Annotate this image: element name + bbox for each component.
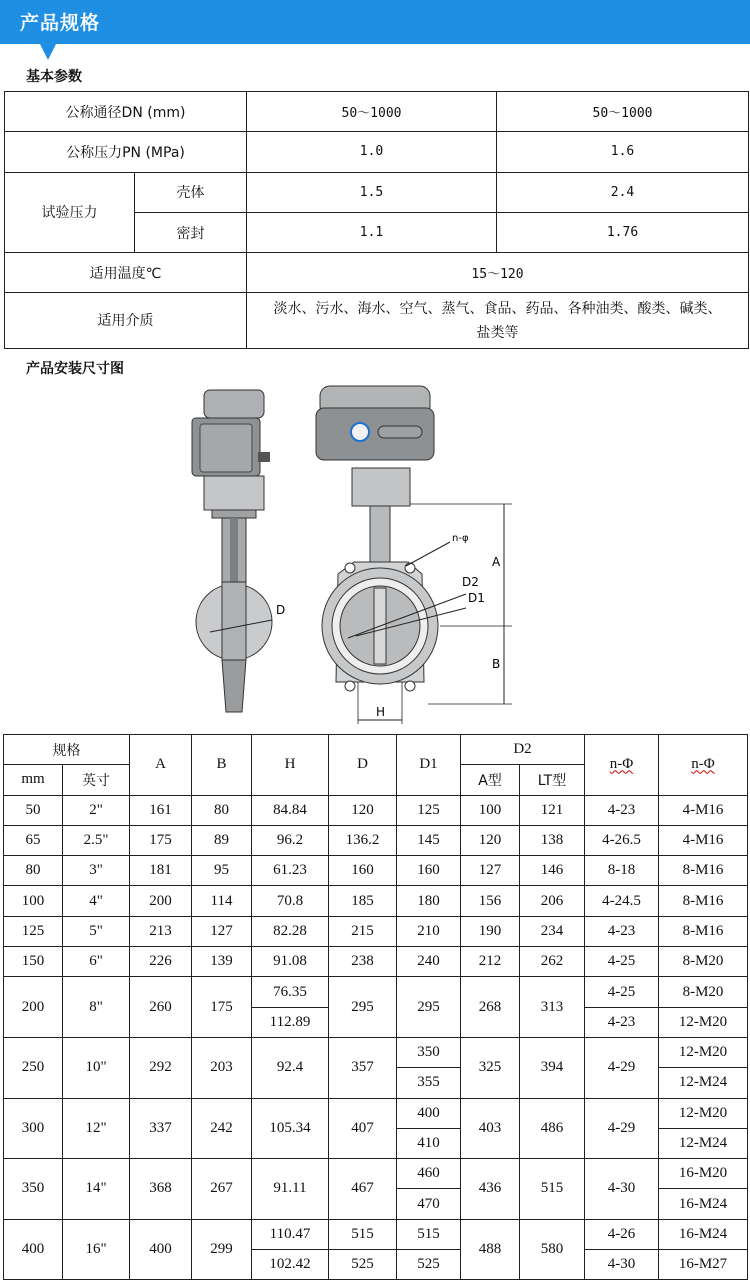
cell-mm: 50 [4,795,63,825]
cell-d2a: 100 [461,795,520,825]
cell-d1: 470 [397,1189,461,1219]
cell-d2lt: 138 [520,825,585,855]
cell-b: 299 [192,1219,252,1280]
cell-d: 185 [329,886,397,916]
label-b: B [492,657,501,671]
cell-nphi2: 8-M20 [659,977,748,1007]
cell-inch: 10" [63,1037,130,1098]
install-drawing-heading: 产品安装尺寸图 [26,361,124,377]
cell-nphi1: 4-24.5 [585,886,659,916]
cell-d: 357 [329,1037,397,1098]
cell-nphi1: 4-29 [585,1037,659,1098]
cell-b: 114 [192,886,252,916]
cell-a: 161 [130,795,192,825]
label-h: H [376,705,386,719]
cell-h: 110.47 [252,1219,329,1249]
cell-d: 515 [329,1219,397,1249]
cell-mm: 100 [4,886,63,916]
col-header-h: H [252,735,329,796]
table-row [4,825,748,855]
cell-nphi1: 4-23 [585,1007,659,1037]
cell-d1: 515 [397,1219,461,1249]
cell-d2lt: 206 [520,886,585,916]
param-value: 1.76 [497,212,749,252]
cell-nphi2: 16-M20 [659,1159,748,1189]
cell-h: 82.28 [252,916,329,946]
cell-nphi2: 12-M20 [659,1037,748,1067]
cell-nphi2: 16-M24 [659,1189,748,1219]
cell-nphi2: 12-M20 [659,1098,748,1128]
param-value: 50～1000 [497,92,749,132]
label-n-phi: n-φ [452,533,469,544]
cell-d1: 145 [397,825,461,855]
cell-h: 91.08 [252,947,329,977]
cell-nphi2: 8-M16 [659,886,748,916]
cell-d1: 400 [397,1098,461,1128]
cell-nphi1: 4-26 [585,1219,659,1249]
cell-d2a: 120 [461,825,520,855]
cell-a: 292 [130,1037,192,1098]
banner-title: 产品规格 [20,12,101,34]
cell-d2lt: 146 [520,856,585,886]
col-header-d2-a: A型 [461,765,520,795]
param-label: 适用介质 [5,293,247,349]
param-sublabel: 壳体 [135,172,247,212]
col-header-d2: D2 [461,735,585,765]
col-header-d1: D1 [397,735,461,796]
cell-nphi2: 8-M20 [659,947,748,977]
cell-nphi1: 4-23 [585,795,659,825]
cell-inch: 4" [63,886,130,916]
cell-nphi1: 8-18 [585,856,659,886]
cell-mm: 350 [4,1159,63,1220]
cell-d: 215 [329,916,397,946]
col-header-mm: mm [4,765,63,795]
cell-nphi1: 4-26.5 [585,825,659,855]
cell-d: 136.2 [329,825,397,855]
cell-mm: 65 [4,825,63,855]
cell-mm: 80 [4,856,63,886]
cell-h: 61.23 [252,856,329,886]
cell-nphi1: 4-30 [585,1250,659,1280]
cell-nphi2: 4-M16 [659,825,748,855]
label-d: D [276,603,286,617]
table-row [4,1219,748,1249]
cell-inch: 2" [63,795,130,825]
table-row [5,92,749,132]
cell-b: 203 [192,1037,252,1098]
table-row [5,293,749,349]
param-label: 公称压力PN (MPa) [5,132,247,172]
col-header-b: B [192,735,252,796]
table-header-row [4,735,748,765]
cell-d2a: 190 [461,916,520,946]
col-header-d2-lt: LT型 [520,765,585,795]
cell-nphi2: 8-M16 [659,856,748,886]
cell-mm: 125 [4,916,63,946]
table-row [5,253,749,293]
cell-d1: 180 [397,886,461,916]
valve-dimension-drawing [170,382,530,727]
table-row [4,947,748,977]
cell-d: 120 [329,795,397,825]
cell-mm: 200 [4,977,63,1038]
table-row [4,886,748,916]
cell-b: 95 [192,856,252,886]
cell-d: 238 [329,947,397,977]
table-row [4,1037,748,1067]
cell-inch: 5" [63,916,130,946]
param-value: 1.5 [247,172,497,212]
media-line-2: 盐类等 [476,324,519,341]
banner-notch [40,44,56,60]
cell-nphi1: 4-25 [585,947,659,977]
cell-inch: 6" [63,947,130,977]
cell-a: 260 [130,977,192,1038]
cell-d2lt: 262 [520,947,585,977]
cell-mm: 250 [4,1037,63,1098]
cell-d1: 240 [397,947,461,977]
n-phi-label: n-Φ [691,756,715,773]
cell-h: 76.35 [252,977,329,1007]
cell-d2a: 403 [461,1098,520,1159]
cell-d1: 525 [397,1250,461,1280]
cell-nphi2: 12-M20 [659,1007,748,1037]
cell-mm: 150 [4,947,63,977]
cell-h: 91.11 [252,1159,329,1220]
cell-a: 368 [130,1159,192,1220]
cell-a: 200 [130,886,192,916]
cell-nphi2: 12-M24 [659,1068,748,1098]
cell-nphi2: 16-M24 [659,1219,748,1249]
table-row [4,916,748,946]
cell-d1: 460 [397,1159,461,1189]
label-d1: D1 [468,591,485,605]
cell-b: 89 [192,825,252,855]
cell-b: 127 [192,916,252,946]
cell-h: 84.84 [252,795,329,825]
cell-inch: 3" [63,856,130,886]
cell-d2a: 127 [461,856,520,886]
cell-b: 139 [192,947,252,977]
table-row [5,172,749,212]
cell-d: 525 [329,1250,397,1280]
front-view [316,386,512,724]
param-value: 1.6 [497,132,749,172]
table-row [4,977,748,1007]
cell-d2lt: 234 [520,916,585,946]
cell-d1: 160 [397,856,461,886]
cell-a: 213 [130,916,192,946]
cell-nphi1: 4-25 [585,977,659,1007]
cell-a: 226 [130,947,192,977]
cell-d2a: 488 [461,1219,520,1280]
cell-d1: 295 [397,977,461,1038]
cell-a: 337 [130,1098,192,1159]
cell-nphi1: 4-23 [585,916,659,946]
cell-inch: 8" [63,977,130,1038]
param-value: 1.0 [247,132,497,172]
cell-nphi2: 8-M16 [659,916,748,946]
cell-a: 175 [130,825,192,855]
cell-d1: 350 [397,1037,461,1067]
param-label: 试验压力 [5,172,135,253]
cell-h: 96.2 [252,825,329,855]
col-header-spec: 规格 [4,735,130,765]
cell-a: 400 [130,1219,192,1280]
cell-d2a: 212 [461,947,520,977]
cell-d1: 410 [397,1128,461,1158]
cell-inch: 14" [63,1159,130,1220]
cell-d1: 125 [397,795,461,825]
cell-inch: 12" [63,1098,130,1159]
cell-d2a: 268 [461,977,520,1038]
cell-d2lt: 580 [520,1219,585,1280]
param-sublabel: 密封 [135,212,247,252]
basic-params-table [4,91,749,349]
section-banner [0,0,750,44]
table-row [5,132,749,172]
col-header-n-phi-2 [659,735,748,796]
param-value: 15～120 [247,253,749,293]
cell-d1: 355 [397,1068,461,1098]
side-view [192,390,285,712]
cell-d1: 210 [397,916,461,946]
cell-d2a: 156 [461,886,520,916]
col-header-d: D [329,735,397,796]
cell-inch: 16" [63,1219,130,1280]
cell-h: 112.89 [252,1007,329,1037]
cell-nphi2: 12-M24 [659,1128,748,1158]
cell-d2lt: 486 [520,1098,585,1159]
param-label: 适用温度℃ [5,253,247,293]
cell-h: 105.34 [252,1098,329,1159]
cell-nphi1: 4-30 [585,1159,659,1220]
cell-d2lt: 121 [520,795,585,825]
cell-d: 160 [329,856,397,886]
cell-nphi2: 4-M16 [659,795,748,825]
n-phi-label: n-Φ [609,756,634,773]
basic-params-heading: 基本参数 [26,69,82,85]
cell-b: 267 [192,1159,252,1220]
cell-b: 242 [192,1098,252,1159]
col-header-a: A [130,735,192,796]
cell-nphi2: 16-M27 [659,1250,748,1280]
table-row [4,795,748,825]
param-value: 1.1 [247,212,497,252]
cell-mm: 400 [4,1219,63,1280]
cell-inch: 2.5" [63,825,130,855]
cell-b: 175 [192,977,252,1038]
param-value [247,293,749,349]
cell-b: 80 [192,795,252,825]
table-row [4,1098,748,1128]
cell-d: 295 [329,977,397,1038]
col-header-inch: 英寸 [63,765,130,795]
param-value: 50～1000 [247,92,497,132]
cell-h: 92.4 [252,1037,329,1098]
cell-d2a: 325 [461,1037,520,1098]
cell-nphi1: 4-29 [585,1098,659,1159]
cell-d: 407 [329,1098,397,1159]
dimension-table [3,734,748,1280]
cell-d2a: 436 [461,1159,520,1220]
label-d2: D2 [462,575,479,589]
param-value: 2.4 [497,172,749,212]
table-row [4,856,748,886]
table-row [4,1159,748,1189]
cell-d2lt: 394 [520,1037,585,1098]
cell-h: 70.8 [252,886,329,916]
cell-d2lt: 313 [520,977,585,1038]
col-header-n-phi-1 [585,735,659,796]
media-line-1: 淡水、污水、海水、空气、蒸气、食品、药品、各种油类、酸类、碱类、 [273,300,722,317]
cell-mm: 300 [4,1098,63,1159]
cell-d2lt: 515 [520,1159,585,1220]
cell-h: 102.42 [252,1250,329,1280]
label-a: A [492,555,501,569]
cell-a: 181 [130,856,192,886]
cell-d: 467 [329,1159,397,1220]
param-label: 公称通径DN (mm) [5,92,247,132]
